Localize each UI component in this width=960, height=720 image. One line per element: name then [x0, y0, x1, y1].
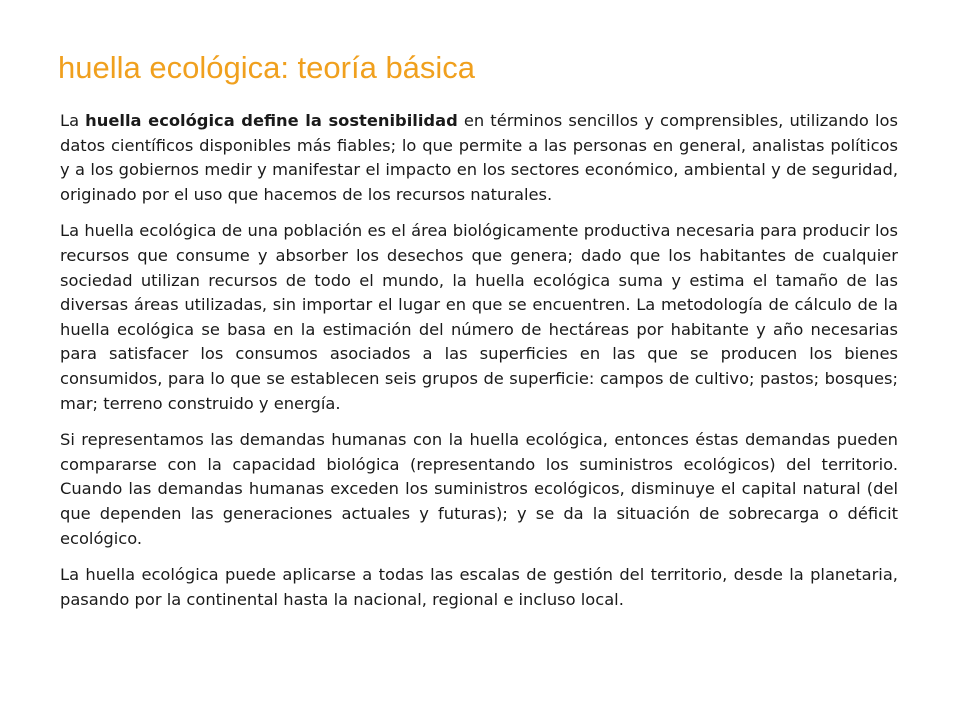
paragraph-4: La huella ecológica puede aplicarse a todas las escalas de gestión del territorio, desde la planetaria, pasando por la continental hasta la nacional, regional e incluso local.: [60, 565, 898, 609]
paragraph-1: [60, 109, 898, 207]
slide-title: huella ecológica: teoría básica: [58, 50, 476, 85]
slide-body: [60, 109, 898, 624]
paragraph-2: La huella ecológica de una población es el área biológicamente productiva necesaria para producir los recursos que consume y absorber los desechos que genera; dado que los habitantes de cualquier sociedad utilizan recursos de todo el mundo, la huella ecológica suma y estima el tamaño de las diversas áreas utilizadas, sin importar el lugar en que se encuentren. La metodología de cálculo de la huella ecológica se basa en la estimación del número de hectáreas por habitante y año necesarias para satisfacer los consumos asociados a las superficies en las que se producen los bienes consumidos, para lo que se establecen seis grupos de superficie: campos de cultivo; pastos; bosques; mar; terreno construido y energía.: [60, 221, 898, 413]
paragraph-1-prefix: La: [60, 111, 86, 130]
paragraph-1-bold: huella ecológica define la sostenibilidad: [85, 111, 458, 130]
paragraph-3: Si representamos las demandas humanas con la huella ecológica, entonces éstas demandas pueden compararse con la capacidad biológica (representando los suministros ecológicos) del territorio. Cuando las demandas humanas exceden los suministros ecológicos, disminuye el capital natural (del que dependen las generaciones actuales y futuras); y se da la situación de sobrecarga o déficit ecológico.: [60, 430, 898, 548]
paragraph-1-rest: en términos sencillos y comprensibles, utilizando los datos científicos disponibles más fiables; lo que permite a las personas en general, analistas políticos y a los gobiernos medir y manifestar el impacto en los sectores económico, ambiental y de seguridad, originado por el uso que hacemos de los recursos naturales.: [60, 111, 898, 204]
